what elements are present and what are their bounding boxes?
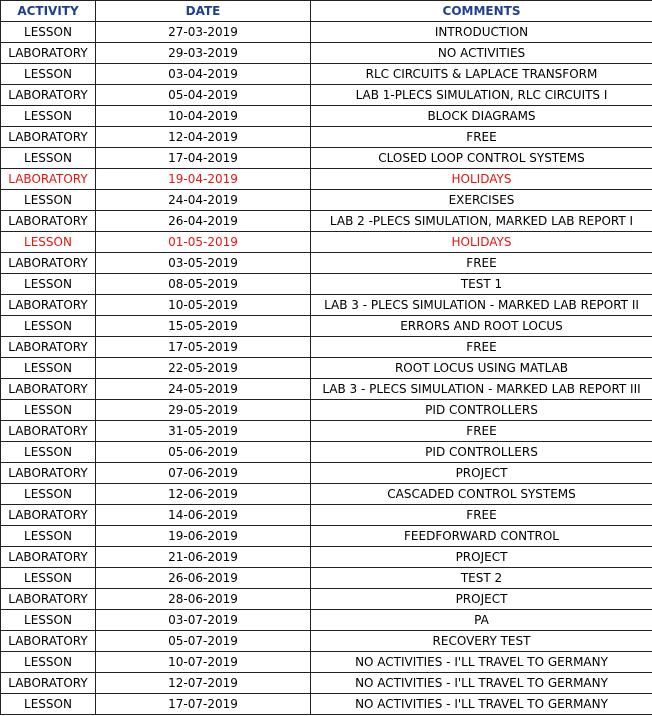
- cell-comment: PA: [311, 610, 652, 631]
- cell-activity: LABORATORY: [1, 43, 96, 64]
- cell-date: 03-05-2019: [96, 253, 311, 274]
- cell-comment: FREE: [311, 337, 652, 358]
- cell-comment: FREE: [311, 421, 652, 442]
- table-row: [1, 85, 652, 106]
- cell-activity: LESSON: [1, 274, 96, 295]
- cell-comment: NO ACTIVITIES: [311, 43, 652, 64]
- cell-date: 17-07-2019: [96, 694, 311, 715]
- cell-comment: LAB 3 - PLECS SIMULATION - MARKED LAB REPORT III: [311, 379, 652, 400]
- cell-activity: LABORATORY: [1, 211, 96, 232]
- table-row: [1, 337, 652, 358]
- table-row: [1, 169, 652, 190]
- cell-date: 24-04-2019: [96, 190, 311, 211]
- cell-date: 12-07-2019: [96, 673, 311, 694]
- table-row: [1, 148, 652, 169]
- cell-activity: LABORATORY: [1, 421, 96, 442]
- table-row: [1, 64, 652, 85]
- cell-date: 17-05-2019: [96, 337, 311, 358]
- cell-comment: PROJECT: [311, 547, 652, 568]
- cell-activity: LESSON: [1, 358, 96, 379]
- cell-comment: ROOT LOCUS USING MATLAB: [311, 358, 652, 379]
- cell-date: 17-04-2019: [96, 148, 311, 169]
- cell-comment: BLOCK DIAGRAMS: [311, 106, 652, 127]
- cell-comment: FREE: [311, 127, 652, 148]
- table-row: [1, 379, 652, 400]
- cell-date: 24-05-2019: [96, 379, 311, 400]
- header-row: [1, 1, 652, 22]
- cell-date: 22-05-2019: [96, 358, 311, 379]
- cell-comment: NO ACTIVITIES - I'LL TRAVEL TO GERMANY: [311, 652, 652, 673]
- cell-activity: LESSON: [1, 64, 96, 85]
- table-row: [1, 631, 652, 652]
- header-activity: ACTIVITY: [1, 1, 96, 22]
- cell-activity: LABORATORY: [1, 253, 96, 274]
- cell-date: 12-04-2019: [96, 127, 311, 148]
- cell-comment: EXERCISES: [311, 190, 652, 211]
- cell-comment: LAB 2 -PLECS SIMULATION, MARKED LAB REPORT I: [311, 211, 652, 232]
- cell-activity: LESSON: [1, 232, 96, 253]
- cell-date: 21-06-2019: [96, 547, 311, 568]
- cell-date: 28-06-2019: [96, 589, 311, 610]
- table-row: [1, 127, 652, 148]
- cell-activity: LESSON: [1, 610, 96, 631]
- table-row: [1, 274, 652, 295]
- cell-date: 03-04-2019: [96, 64, 311, 85]
- table-row: [1, 694, 652, 715]
- cell-comment: FEEDFORWARD CONTROL: [311, 526, 652, 547]
- cell-activity: LESSON: [1, 106, 96, 127]
- cell-activity: LESSON: [1, 316, 96, 337]
- cell-date: 03-07-2019: [96, 610, 311, 631]
- table-row: [1, 505, 652, 526]
- cell-activity: LESSON: [1, 484, 96, 505]
- cell-date: 19-04-2019: [96, 169, 311, 190]
- table-row: [1, 421, 652, 442]
- cell-date: 26-06-2019: [96, 568, 311, 589]
- table-row: [1, 610, 652, 631]
- cell-comment: NO ACTIVITIES - I'LL TRAVEL TO GERMANY: [311, 673, 652, 694]
- cell-activity: LABORATORY: [1, 295, 96, 316]
- cell-activity: LABORATORY: [1, 379, 96, 400]
- cell-date: 07-06-2019: [96, 463, 311, 484]
- cell-comment: INTRODUCTION: [311, 22, 652, 43]
- cell-activity: LABORATORY: [1, 505, 96, 526]
- cell-date: 27-03-2019: [96, 22, 311, 43]
- cell-comment: PROJECT: [311, 463, 652, 484]
- table-row: [1, 232, 652, 253]
- table-row: [1, 190, 652, 211]
- cell-comment: CASCADED CONTROL SYSTEMS: [311, 484, 652, 505]
- cell-activity: LABORATORY: [1, 631, 96, 652]
- cell-comment: FREE: [311, 505, 652, 526]
- cell-date: 08-05-2019: [96, 274, 311, 295]
- table-row: [1, 673, 652, 694]
- cell-date: 12-06-2019: [96, 484, 311, 505]
- cell-date: 26-04-2019: [96, 211, 311, 232]
- cell-comment: LAB 1-PLECS SIMULATION, RLC CIRCUITS I: [311, 85, 652, 106]
- table-row: [1, 589, 652, 610]
- header-date: DATE: [96, 1, 311, 22]
- cell-date: 10-04-2019: [96, 106, 311, 127]
- cell-date: 15-05-2019: [96, 316, 311, 337]
- cell-comment: NO ACTIVITIES - I'LL TRAVEL TO GERMANY: [311, 694, 652, 715]
- table-body: [1, 22, 652, 715]
- cell-comment: CLOSED LOOP CONTROL SYSTEMS: [311, 148, 652, 169]
- cell-activity: LABORATORY: [1, 127, 96, 148]
- cell-activity: LABORATORY: [1, 169, 96, 190]
- cell-activity: LESSON: [1, 22, 96, 43]
- header-comments: COMMENTS: [311, 1, 652, 22]
- cell-comment: LAB 3 - PLECS SIMULATION - MARKED LAB REPORT II: [311, 295, 652, 316]
- table-row: [1, 484, 652, 505]
- cell-activity: LABORATORY: [1, 673, 96, 694]
- table-row: [1, 463, 652, 484]
- table-row: [1, 253, 652, 274]
- cell-comment: PID CONTROLLERS: [311, 442, 652, 463]
- cell-date: 19-06-2019: [96, 526, 311, 547]
- cell-date: 10-07-2019: [96, 652, 311, 673]
- table-row: [1, 400, 652, 421]
- cell-activity: LESSON: [1, 652, 96, 673]
- cell-comment: RECOVERY TEST: [311, 631, 652, 652]
- cell-date: 10-05-2019: [96, 295, 311, 316]
- cell-date: 31-05-2019: [96, 421, 311, 442]
- cell-activity: LESSON: [1, 148, 96, 169]
- cell-activity: LESSON: [1, 442, 96, 463]
- cell-comment: TEST 2: [311, 568, 652, 589]
- table-header: [1, 1, 652, 22]
- cell-date: 29-03-2019: [96, 43, 311, 64]
- table-row: [1, 568, 652, 589]
- cell-comment: HOLIDAYS: [311, 169, 652, 190]
- cell-activity: LESSON: [1, 568, 96, 589]
- cell-activity: LABORATORY: [1, 337, 96, 358]
- table-row: [1, 211, 652, 232]
- table-row: [1, 526, 652, 547]
- table-row: [1, 442, 652, 463]
- table-row: [1, 358, 652, 379]
- cell-activity: LABORATORY: [1, 547, 96, 568]
- cell-comment: HOLIDAYS: [311, 232, 652, 253]
- cell-comment: ERRORS AND ROOT LOCUS: [311, 316, 652, 337]
- cell-comment: TEST 1: [311, 274, 652, 295]
- cell-activity: LESSON: [1, 694, 96, 715]
- cell-activity: LESSON: [1, 526, 96, 547]
- table-row: [1, 295, 652, 316]
- table-row: [1, 106, 652, 127]
- cell-date: 29-05-2019: [96, 400, 311, 421]
- cell-comment: PROJECT: [311, 589, 652, 610]
- cell-date: 05-04-2019: [96, 85, 311, 106]
- cell-date: 01-05-2019: [96, 232, 311, 253]
- table-row: [1, 547, 652, 568]
- cell-date: 05-06-2019: [96, 442, 311, 463]
- cell-date: 14-06-2019: [96, 505, 311, 526]
- table-row: [1, 22, 652, 43]
- cell-comment: FREE: [311, 253, 652, 274]
- cell-activity: LABORATORY: [1, 589, 96, 610]
- cell-comment: PID CONTROLLERS: [311, 400, 652, 421]
- table-row: [1, 652, 652, 673]
- cell-activity: LESSON: [1, 400, 96, 421]
- cell-comment: RLC CIRCUITS & LAPLACE TRANSFORM: [311, 64, 652, 85]
- cell-date: 05-07-2019: [96, 631, 311, 652]
- cell-activity: LABORATORY: [1, 85, 96, 106]
- cell-activity: LABORATORY: [1, 463, 96, 484]
- table-row: [1, 43, 652, 64]
- cell-activity: LESSON: [1, 190, 96, 211]
- table-row: [1, 316, 652, 337]
